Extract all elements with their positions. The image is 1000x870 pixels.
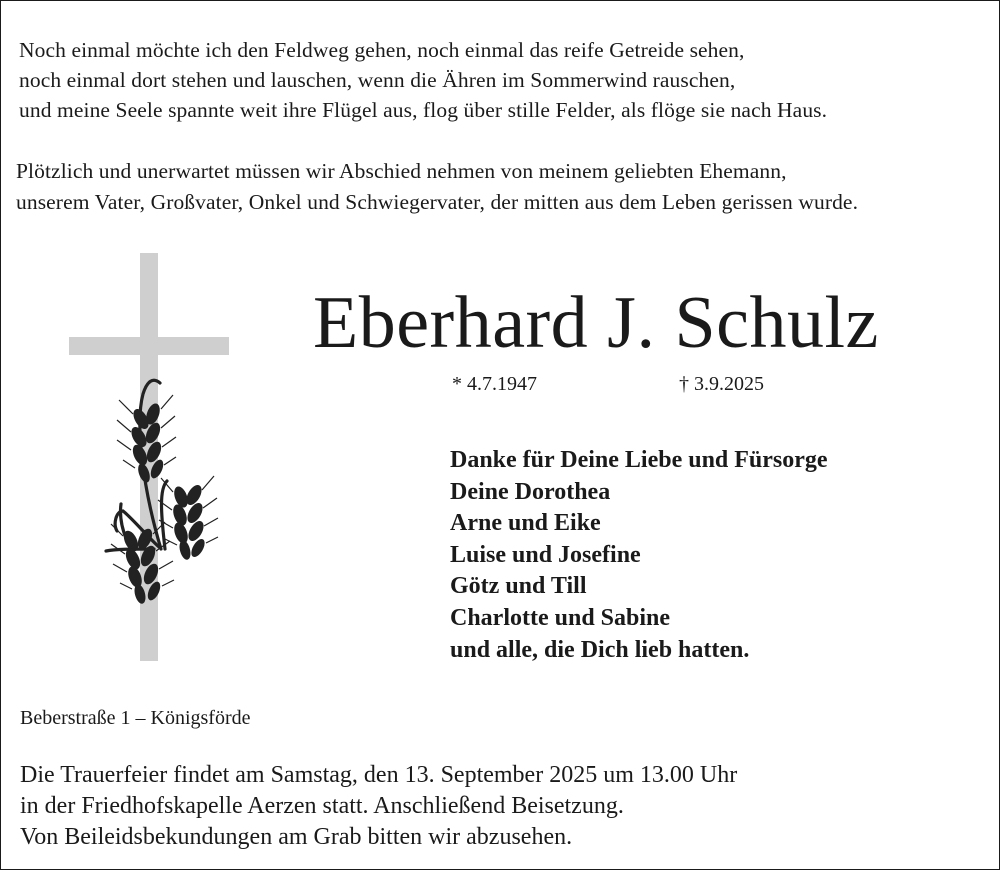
poem-line: und meine Seele spannte weit ihre Flügel aus, flog über stille Felder, als flöge sie nach Haus. — [19, 98, 828, 122]
survivors-line: Charlotte und Sabine — [450, 604, 671, 631]
announcement-text — [16, 156, 991, 218]
survivors-line: Arne und Eike — [450, 510, 601, 537]
funeral-info — [20, 760, 737, 853]
survivors-line: Danke für Deine Liebe und Fürsorge — [450, 447, 828, 473]
address: Beberstraße 1 – Königsförde — [20, 707, 251, 729]
survivors-list — [450, 445, 828, 666]
poem-line: Noch einmal möchte ich den Feldweg gehen, noch einmal das reife Getreide sehen, — [19, 38, 745, 62]
poem — [19, 35, 979, 125]
announcement-line: Plötzlich und unerwartet müssen wir Abschied nehmen von meinem geliebten Ehemann, — [16, 159, 787, 183]
deceased-name: Eberhard J. Schulz — [313, 282, 879, 364]
death-date: † 3.9.2025 — [679, 373, 764, 395]
survivors-line: und alle, die Dich lieb hatten. — [450, 636, 750, 663]
cross-with-wheat-icon — [61, 249, 241, 669]
birth-date: * 4.7.1947 — [452, 373, 537, 395]
poem-line: noch einmal dort stehen und lauschen, wenn die Ähren im Sommerwind rauschen, — [19, 68, 736, 92]
announcement-line: unserem Vater, Großvater, Onkel und Schwiegervater, der mitten aus dem Leben gerissen wurde. — [16, 190, 859, 214]
cross-with-wheat-icon — [61, 249, 241, 669]
survivors-line: Götz und Till — [450, 573, 587, 600]
funeral-line: in der Friedhofskapelle Aerzen statt. Anschließend Beisetzung. — [20, 793, 624, 819]
funeral-line: Von Beileidsbekundungen am Grab bitten wir abzusehen. — [20, 824, 573, 850]
funeral-line: Die Trauerfeier findet am Samstag, den 13. September 2025 um 13.00 Uhr — [20, 762, 738, 788]
survivors-line: Deine Dorothea — [450, 478, 611, 505]
survivors-line: Luise und Josefine — [450, 541, 641, 568]
